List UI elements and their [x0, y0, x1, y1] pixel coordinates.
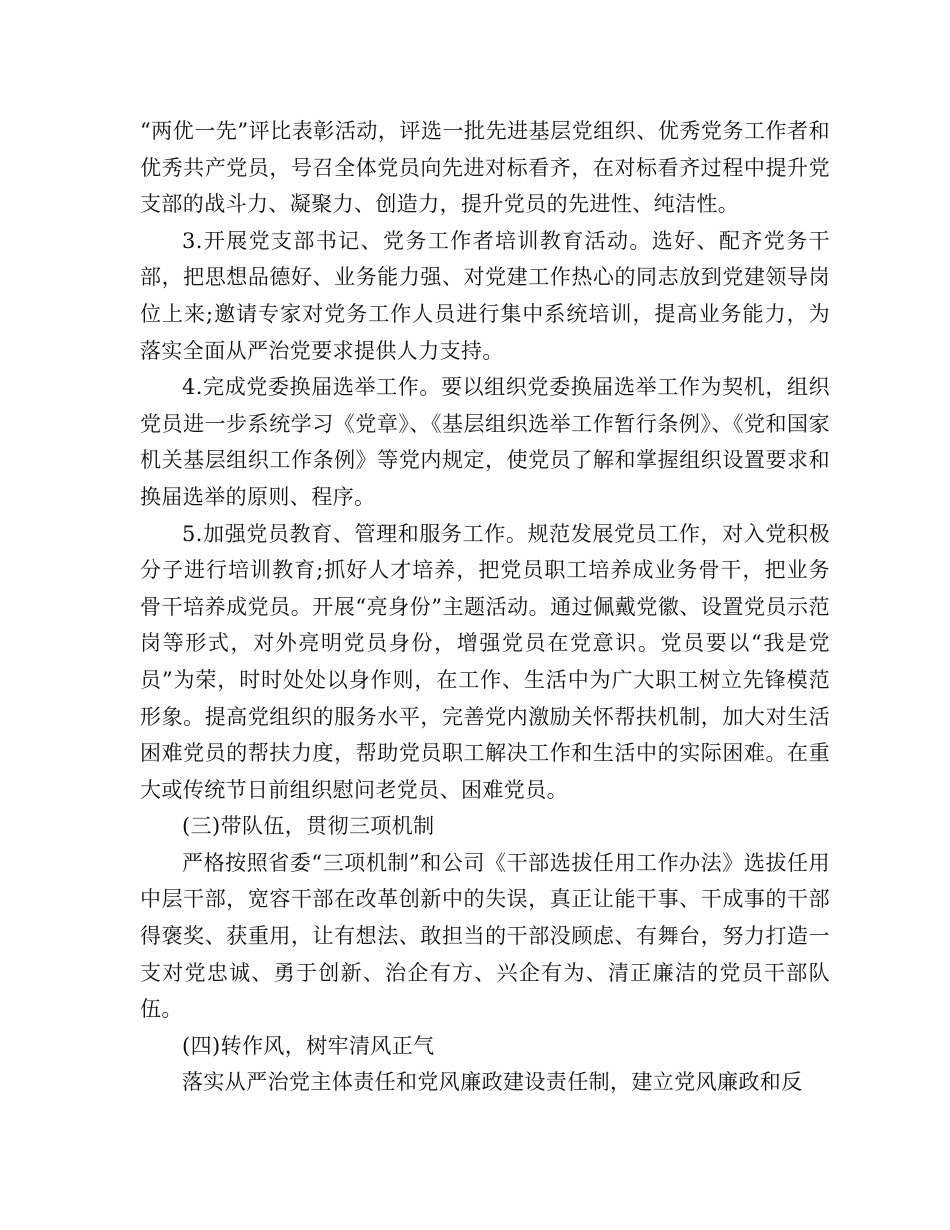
section-heading-3: (三)带队伍，贯彻三项机制	[182, 814, 435, 839]
paragraph-item-3-training: 3.开展党支部书记、党务工作者培训教育活动。选好、配齐党务干部，把思想品德好、业务能力强、对党建工作热心的同志放到党建领导岗位上来;邀请专家对党务工作人员进行集中系统培训，提高业务能力，为落实全面从严治党要求提供人力支持。	[140, 228, 830, 363]
paragraph-item-5-member-education: 5.加强党员教育、管理和服务工作。规范发展党员工作，对入党积极分子进行培训教育;抓好人才培养，把党员职工培养成业务骨干，把业务骨干培养成党员。开展“亮身份”主题活动。通过佩戴党徽、设置党员示范岗等形式，对外亮明党员身份，增强党员在党意识。党员要以“我是党员”为荣，时时处处以身作则，在工作、生活中为广大职工树立先锋模范形象。提高党组织的服务水平，完善党内激励关怀帮扶机制，加大对生活困难党员的帮扶力度，帮助党员职工解决工作和生活中的实际困难。在重大或传统节日前组织慰问老党员、困难党员。	[140, 521, 830, 802]
paragraph-cadre-selection: 严格按照省委“三项机制”和公司《干部选拔任用工作办法》选拔任用中层干部，宽容干部在改革创新中的失误，真正让能干事、干成事的干部得褒奖、获重用，让有想法、敢担当的干部没顾虑、有舞台，努力打造一支对党忠诚、勇于创新、治企有方、兴企有为、清正廉洁的党员干部队伍。	[140, 850, 830, 1022]
paragraph-integrity-responsibility: 落实从严治党主体责任和党风廉政建设责任制，建立党风廉政和反	[182, 1070, 803, 1095]
section-heading-4: (四)转作风，树牢清风正气	[182, 1033, 435, 1058]
paragraph-item-4-election: 4.完成党委换届选举工作。要以组织党委换届选举工作为契机，组织党员进一步系统学习《党章》、《基层组织选举工作暂行条例》、《党和国家机关基层组织工作条例》等党内规定，使党员了解和掌握组织设置要求和换届选举的原则、程序。	[140, 375, 830, 509]
document-body	[140, 113, 830, 1101]
paragraph-awards-activity: “两优一先”评比表彰活动，评选一批先进基层党组织、优秀党务工作者和优秀共产党员，号召全体党员向先进对标看齐，在对标看齐过程中提升党支部的战斗力、凝聚力、创造力，提升党员的先进性、纯洁性。	[140, 119, 830, 217]
